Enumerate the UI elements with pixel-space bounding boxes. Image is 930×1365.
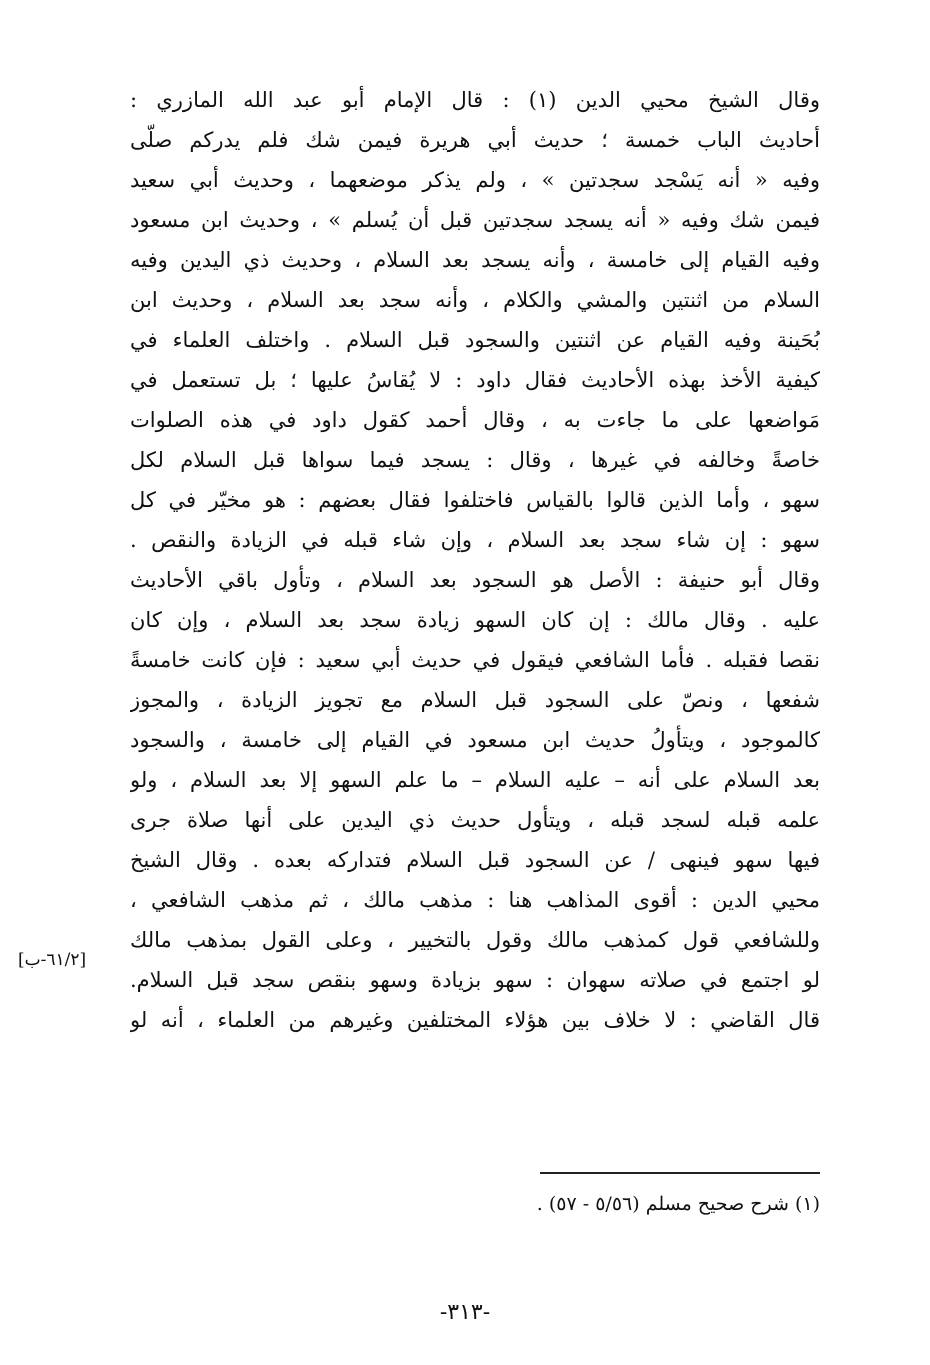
text-line: لو اجتمع في صلاته سهوان : سهو بزيادة وسهو بنقص سجد قبل السلام. <box>130 968 820 992</box>
text-line: كالموجود ، ويتأولُ حديث ابن مسعود في القيام إلى خامسة ، والسجود <box>130 728 820 752</box>
text-line: وفيه « أنه يَسْجد سجدتين » ، ولم يذكر موضعهما ، وحديث أبي سعيد <box>130 168 820 192</box>
text-line: شفعها ، ونصّ على السجود قبل السلام مع تجويز الزيادة ، والمجوز <box>130 688 820 712</box>
footnote-divider <box>540 1172 820 1174</box>
text-line: بعد السلام على أنه – عليه السلام – ما علم السهو إلا بعد السلام ، ولو <box>130 768 820 792</box>
page-number: -٣١٣- <box>439 1300 491 1325</box>
text-line: خاصةً وخالفه في غيرها ، وقال : يسجد فيما سواها قبل السلام لكل <box>130 448 820 472</box>
text-line: قال القاضي : لا خلاف بين هؤلاء المختلفين وغيرهم من العلماء ، أنه لو <box>130 1008 820 1032</box>
text-line: وللشافعي قول كمذهب مالك وقول بالتخيير ، وعلى القول بمذهب مالك <box>130 928 820 952</box>
text-line: عليه . وقال مالك : إن كان السهو زيادة سجد بعد السلام ، وإن كان <box>130 608 820 632</box>
text-line: علمه قبله لسجد قبله ، ويتأول حديث ذي اليدين على أنها صلاة جرى <box>130 808 820 832</box>
text-line: وفيه القيام إلى خامسة ، وأنه يسجد بعد السلام ، وحديث ذي اليدين وفيه <box>130 248 820 272</box>
text-line: وقال أبو حنيفة : الأصل هو السجود بعد السلام ، وتأول باقي الأحاديث <box>130 568 820 592</box>
text-line: وقال الشيخ محيي الدين (١) : قال الإمام أبو عبد الله المازري : <box>130 88 820 112</box>
text-line: سهو ، وأما الذين قالوا بالقياس فاختلفوا فقال بعضهم : هو مخيّر في كل <box>130 488 820 512</box>
text-line: نقصا فقبله . فأما الشافعي فيقول في حديث أبي سعيد : فإن كانت خامسةً <box>130 648 820 672</box>
text-line: سهو : إن شاء سجد بعد السلام ، وإن شاء قبله في الزيادة والنقص . <box>130 528 820 552</box>
margin-note: [٦١/٢-ب] <box>18 950 87 970</box>
text-line: فيمن شك وفيه « أنه يسجد سجدتين قبل أن يُسلم » ، وحديث ابن مسعود <box>130 208 820 232</box>
text-line: كيفية الأخذ بهذه الأحاديث فقال داود : لا يُقاسُ عليها ؛ بل تستعمل في <box>130 368 820 392</box>
text-line: محيي الدين : أقوى المذاهب هنا : مذهب مالك ، ثم مذهب الشافعي ، <box>130 888 820 912</box>
footnote: (١) شرح صحيح مسلم (٥/٥٦ - ٥٧) . <box>536 1193 820 1215</box>
text-line: أحاديث الباب خمسة ؛ حديث أبي هريرة فيمن شك فلم يدركم صلّى <box>130 128 820 152</box>
text-line: مَواضعها على ما جاءت به ، وقال أحمد كقول داود في هذه الصلوات <box>130 408 820 432</box>
text-line: بُحَينة وفيه القيام عن اثنتين والسجود قبل السلام . واختلف العلماء في <box>130 328 820 352</box>
main-text <box>130 80 820 1040</box>
text-line: السلام من اثنتين والمشي والكلام ، وأنه سجد بعد السلام ، وحديث ابن <box>130 288 820 312</box>
text-line: فيها سهو فينهى / عن السجود قبل السلام فتداركه بعده . وقال الشيخ <box>130 848 820 872</box>
